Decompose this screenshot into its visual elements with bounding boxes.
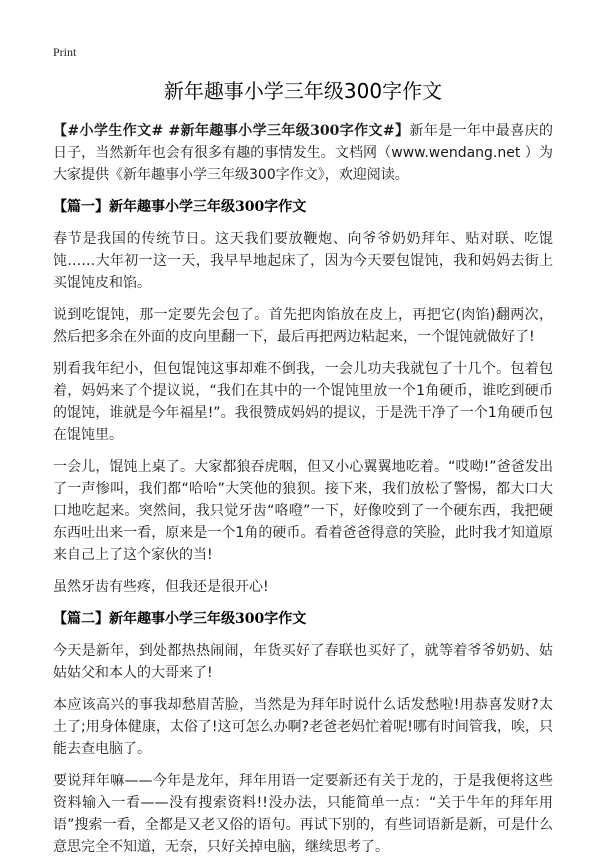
intro-text: 新年是一年中最喜庆的日子，当然新年也会有很多有趣的事情发生。文档网（www.wendang.net ）为大家提供《新年趣事小学三年级300字作文》，欢迎阅读。	[53, 123, 553, 183]
section-1-paragraph-1: 春节是我国的传统节日。这天我们要放鞭炮、向爷爷奶奶拜年、贴对联、吃馄饨……大年初一这一天，我早早地起床了，因为今天要包馄饨，我和妈妈去街上买馄饨皮和馅。	[53, 231, 553, 291]
document-body	[53, 76, 553, 868]
section-heading-1: 【篇一】新年趣事小学三年级300字作文	[53, 199, 307, 215]
section-heading-2: 【篇二】新年趣事小学三年级300字作文	[53, 611, 307, 627]
print-link[interactable]: Print	[53, 45, 77, 59]
intro-tag: 【#小学生作文# #新年趣事小学三年级300字作文#】	[53, 123, 410, 139]
section-2-paragraph-2: 本应该高兴的事我却愁眉苦脸，当然是为拜年时说什么话发愁啦!用恭喜发财?太土了;用身体健康，太俗了!这可怎么办啊?老爸老妈忙着呢!哪有时间管我，唉，只能去查电脑了。	[53, 697, 553, 757]
section-2-paragraph-3: 要说拜年嘛——今年是龙年，拜年用语一定要新还有关于龙的，于是我便将这些资料输入一看——没有搜索资料!!没办法，只能简单一点：“关于牛年的拜年用语”搜索一看，全都是又老又俗的语句。再试下别的，有些词语新是新，可是什么意思完全不知道，无奈，只好关掉电脑，继续思考了。	[53, 773, 553, 855]
intro-paragraph	[53, 120, 553, 186]
section-2-paragraph-1: 今天是新年，到处都热热闹闹，年货买好了春联也买好了，就等着爷爷奶奶、姑姑姑父和本人的大哥来了!	[53, 643, 553, 681]
section-1-paragraph-2: 说到吃馄饨，那一定要先会包了。首先把肉馅放在皮上，再把它(肉馅)翻两次，然后把多余在外面的皮向里翻一下，最后再把两边粘起来，一个馄饨就做好了!	[53, 307, 553, 345]
section-1-paragraph-4: 一会儿，馄饨上桌了。大家都狼吞虎咽，但又小心翼翼地吃着。“哎呦!”爸爸发出了一声惨叫，我们都“哈哈”大笑他的狼狈。接下来，我们放松了警惕，都大口大口地吃起来。突然间，我只觉牙齿“咯噔”一下，好像咬到了一个硬东西，我把硬东西吐出来一看，原来是一个1角的硬币。看着爸爸得意的笑脸，此时我才知道原来自己上了这个家伙的当!	[53, 459, 553, 563]
section-1-paragraph-3: 别看我年纪小，但包馄饨这事却难不倒我，一会儿功夫我就包了十几个。包着包着，妈妈来了个提议说，“我们在其中的一个馄饨里放一个1角硬币，谁吃到硬币的馄饨，谁就是今年福星!”。我很赞成妈妈的提议，于是洗干净了一个1角硬币包在馄饨里。	[53, 361, 553, 443]
document-title: 新年趣事小学三年级300字作文	[163, 79, 443, 103]
section-1-paragraph-5: 虽然牙齿有些疼，但我还是很开心!	[53, 579, 269, 595]
